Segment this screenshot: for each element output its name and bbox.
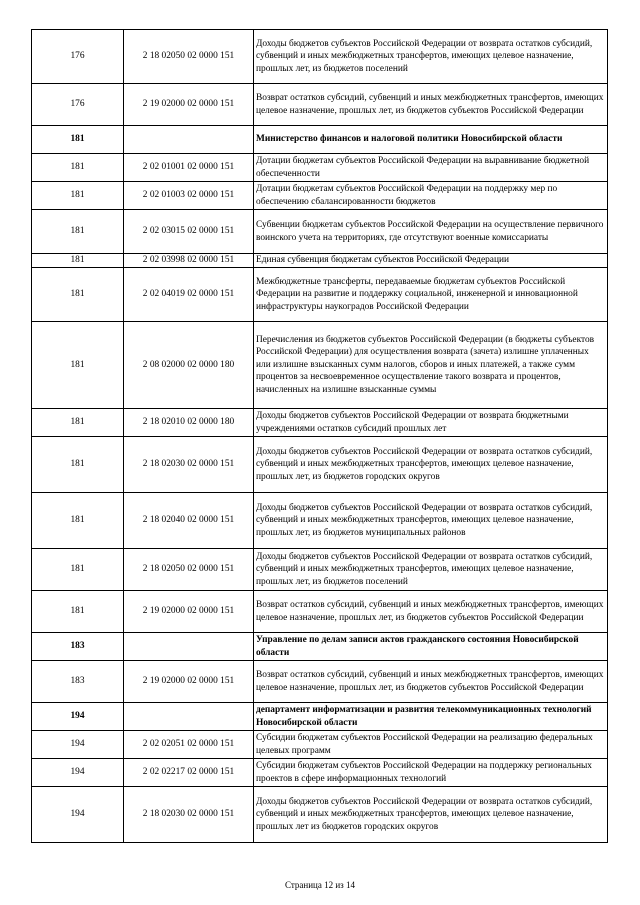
budget-code-cell: 2 02 04019 02 0000 151 [124,268,254,322]
income-name-cell: Возврат остатков субсидий, субвенций и иных межбюджетных трансфертов, имеющих целевое назначение, прошлых лет, из бюджетов субъектов Российской Федерации [254,661,608,703]
table-row [32,787,608,843]
table-row [32,493,608,549]
budget-code-cell: 2 02 02217 02 0000 151 [124,759,254,787]
admin-code-cell: 181 [32,549,124,591]
admin-code-cell: 183 [32,661,124,703]
table-row [32,210,608,254]
income-name-cell: Доходы бюджетов субъектов Российской Федерации от возврата бюджетными учреждениями остатков субсидий прошлых лет [254,409,608,437]
admin-code-cell: 181 [32,493,124,549]
admin-code-cell: 181 [32,126,124,154]
table-body [32,30,608,843]
budget-code-cell: 2 02 03015 02 0000 151 [124,210,254,254]
table-row-section-header [32,703,608,731]
table-row [32,549,608,591]
department-name-cell: Управление по делам записи актов гражданского состояния Новосибирской области [254,633,608,661]
admin-code-cell: 194 [32,759,124,787]
admin-code-cell: 181 [32,409,124,437]
budget-code-cell: 2 18 02030 02 0000 151 [124,437,254,493]
income-name-cell: Субсидии бюджетам субъектов Российской Федерации на реализацию федеральных целевых программ [254,731,608,759]
admin-code-cell: 194 [32,731,124,759]
income-name-cell: Доходы бюджетов субъектов Российской Федерации от возврата остатков субсидий, субвенций и иных межбюджетных трансфертов, имеющих целевое назначение, прошлых лет, из бюджетов муниципальных районов [254,493,608,549]
budget-code-cell [124,703,254,731]
income-name-cell: Доходы бюджетов субъектов Российской Федерации от возврата остатков субсидий, субвенций и иных межбюджетных трансфертов, имеющих целевое назначение, прошлых лет, из бюджетов поселений [254,549,608,591]
admin-code-cell: 181 [32,322,124,409]
table-row [32,661,608,703]
admin-code-cell: 183 [32,633,124,661]
admin-code-cell: 181 [32,154,124,182]
budget-code-cell: 2 18 02050 02 0000 151 [124,30,254,84]
budget-code-cell: 2 18 02010 02 0000 180 [124,409,254,437]
table-row [32,84,608,126]
income-name-cell: Межбюджетные трансферты, передаваемые бюджетам субъектов Российской Федерации на развитие и поддержку социальной, инженерной и инновационной инфраструктуры наукоградов Российской Федерации [254,268,608,322]
budget-code-cell: 2 02 03998 02 0000 151 [124,254,254,268]
table-row-section-header [32,126,608,154]
budget-code-cell: 2 02 01001 02 0000 151 [124,154,254,182]
income-name-cell: Доходы бюджетов субъектов Российской Федерации от возврата остатков субсидий, субвенций и иных межбюджетных трансфертов, имеющих целевое назначение, прошлых лет, из бюджетов поселений [254,30,608,84]
budget-code-cell: 2 18 02040 02 0000 151 [124,493,254,549]
budget-code-cell: 2 18 02030 02 0000 151 [124,787,254,843]
income-name-cell: Субсидии бюджетам субъектов Российской Федерации на поддержку региональных проектов в сфере информационных технологий [254,759,608,787]
table-row [32,409,608,437]
admin-code-cell: 181 [32,268,124,322]
budget-code-cell: 2 18 02050 02 0000 151 [124,549,254,591]
budget-code-cell: 2 02 01003 02 0000 151 [124,182,254,210]
table-row [32,154,608,182]
table-row-section-header [32,633,608,661]
page-number: Страница 12 из 14 [285,880,355,890]
budget-code-cell: 2 02 02051 02 0000 151 [124,731,254,759]
table-row [32,437,608,493]
income-name-cell: Возврат остатков субсидий, субвенций и иных межбюджетных трансфертов, имеющих целевое назначение, прошлых лет, из бюджетов субъектов Российской Федерации [254,84,608,126]
budget-code-cell [124,126,254,154]
admin-code-cell: 194 [32,787,124,843]
admin-code-cell: 176 [32,30,124,84]
department-name-cell: Министерство финансов и налоговой политики Новосибирской области [254,126,608,154]
budget-code-cell: 2 19 02000 02 0000 151 [124,661,254,703]
department-name-cell: департамент информатизации и развития телекоммуникационных технологий Новосибирской области [254,703,608,731]
budget-code-cell: 2 19 02000 02 0000 151 [124,84,254,126]
budget-code-cell: 2 08 02000 02 0000 180 [124,322,254,409]
admin-code-cell: 181 [32,210,124,254]
admin-code-cell: 181 [32,182,124,210]
income-name-cell: Субвенции бюджетам субъектов Российской Федерации на осуществление первичного воинского учета на территориях, где отсутствуют военные комиссариаты [254,210,608,254]
revenue-code-table [31,29,608,843]
admin-code-cell: 181 [32,254,124,268]
table-row [32,268,608,322]
table-row [32,591,608,633]
table-row [32,254,608,268]
income-name-cell: Доходы бюджетов субъектов Российской Федерации от возврата остатков субсидий, субвенций и иных межбюджетных трансфертов, имеющих целевое назначение, прошлых лет из бюджетов городских округов [254,787,608,843]
budget-code-cell: 2 19 02000 02 0000 151 [124,591,254,633]
admin-code-cell: 181 [32,437,124,493]
income-name-cell: Дотации бюджетам субъектов Российской Федерации на выравнивание бюджетной обеспеченности [254,154,608,182]
table-row [32,322,608,409]
income-name-cell: Дотации бюджетам субъектов Российской Федерации на поддержку мер по обеспечению сбалансированности бюджетов [254,182,608,210]
table-row [32,759,608,787]
admin-code-cell: 194 [32,703,124,731]
budget-code-cell [124,633,254,661]
table-row [32,30,608,84]
admin-code-cell: 176 [32,84,124,126]
admin-code-cell: 181 [32,591,124,633]
income-name-cell: Доходы бюджетов субъектов Российской Федерации от возврата остатков субсидий, субвенций и иных межбюджетных трансфертов, имеющих целевое назначение, прошлых лет, из бюджетов городских округов [254,437,608,493]
income-name-cell: Единая субвенция бюджетам субъектов Российской Федерации [254,254,608,268]
income-name-cell: Возврат остатков субсидий, субвенций и иных межбюджетных трансфертов, имеющих целевое назначение, прошлых лет, из бюджетов субъектов Российской Федерации [254,591,608,633]
income-name-cell: Перечисления из бюджетов субъектов Российской Федерации (в бюджеты субъектов Российской Федерации) для осуществления возврата (зачета) излишне уплаченных или излишне взысканных сумм налогов, сборов и иных платежей, а также сумм процентов за несвоевременное осуществление такого возврата и процентов, начисленных на излишне взысканные суммы [254,322,608,409]
table-row [32,731,608,759]
table-row [32,182,608,210]
